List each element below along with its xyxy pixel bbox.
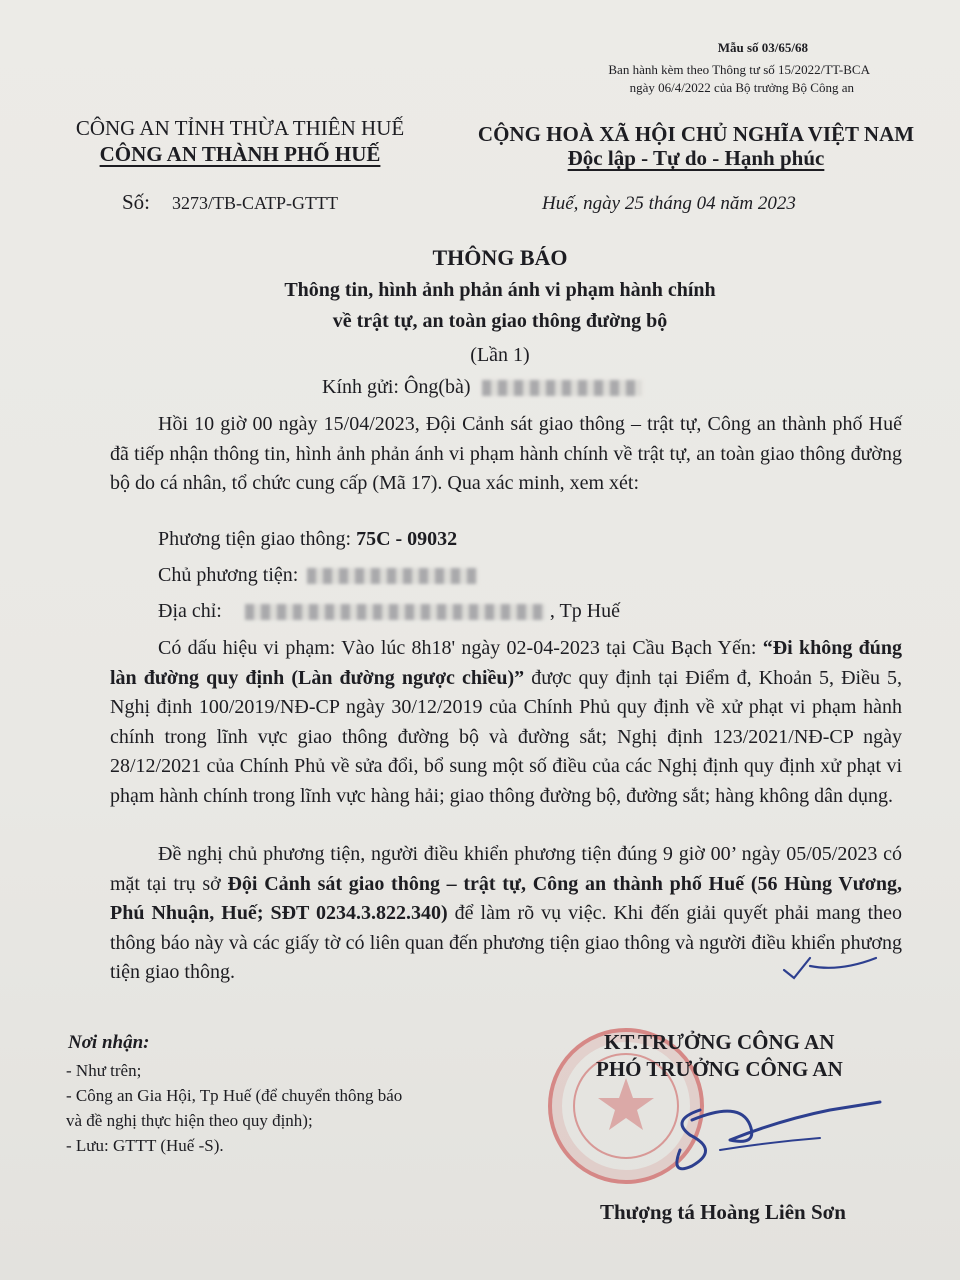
owner-line (158, 564, 477, 587)
sign-line-2: PHÓ TRƯỞNG CÔNG AN (596, 1057, 843, 1081)
redacted-owner-name (307, 568, 477, 584)
form-reference-line-1: Ban hành kèm theo Thông tư số 15/2022/TT-BCA (608, 62, 870, 77)
vehicle-label: Phương tiện giao thông: (158, 528, 352, 550)
recipients-title: Nơi nhận: (68, 1032, 150, 1053)
sign-line-1: KT.TRƯỞNG CÔNG AN (604, 1030, 835, 1054)
recipient-label: Kính gửi: Ông(bà) (322, 376, 471, 398)
subtitle-line-2: về trật tự, an toàn giao thông đường bộ (332, 310, 668, 332)
nation-title: CỘNG HOÀ XÃ HỘI CHỦ NGHĨA VIỆT NAM (477, 122, 915, 146)
owner-label: Chủ phương tiện: (158, 564, 299, 586)
address-label: Địa chỉ: (158, 600, 222, 622)
request-tail: để làm rõ vụ việc. Khi đến giải quyết phải mang theo thông báo này và các giấy tờ có liên quan đến phương tiện giao thông và người điều khiển phương tiện giao thông. (110, 902, 903, 984)
document-title: THÔNG BÁO (432, 245, 568, 270)
recipient-2-continued: và đề nghị thực hiện theo quy định); (66, 1111, 313, 1130)
request-place: Đội Cảnh sát giao thông – trật tự, Công an thành phố Huế (56 Hùng Vương, Phú Nhuận, Huế; SĐT 0234.3.822.340) (110, 872, 903, 925)
address-line (158, 600, 620, 623)
form-reference-line-2: ngày 06/4/2022 của Bộ trưởng Bộ Công an (629, 80, 854, 95)
vehicle-line (158, 528, 457, 551)
place-date: Huế, ngày 25 tháng 04 năm 2023 (542, 193, 796, 214)
nation-motto: Độc lập - Tự do - Hạnh phúc (567, 146, 825, 170)
violation-paragraph (110, 634, 902, 812)
agency-parent: CÔNG AN TỈNH THỪA THIÊN HUẾ (75, 116, 405, 140)
recipient-2: - Công an Gia Hội, Tp Huế (để chuyển thông báo (66, 1086, 403, 1105)
recipient-1: - Như trên; (66, 1061, 142, 1080)
document-number: 3273/TB-CATP-GTTT (172, 193, 338, 213)
violation-lead: Có dấu hiệu vi phạm: Vào lúc 8h18' ngày 02-04-2023 tại Cầu Bạch Yến: (158, 637, 757, 659)
request-lead: Đề nghị chủ phương tiện, người điều khiển phương tiện đúng 9 giờ 00’ ngày 05/05/2023 có mặt tại trụ sở (110, 843, 902, 895)
redacted-recipient-name (482, 380, 642, 396)
redacted-address (245, 604, 545, 620)
notice-times: (Lần 1) (470, 344, 530, 366)
agency-name: CÔNG AN THÀNH PHỐ HUẾ (99, 142, 381, 166)
number-label: Số: (122, 190, 151, 214)
signer-name: Thượng tá Hoàng Liên Sơn (600, 1200, 846, 1224)
violation-name: “Đi không đúng làn đường quy định (Làn đường ngược chiều)” (110, 637, 902, 689)
handwritten-signature (630, 1080, 890, 1180)
subtitle-line-1: Thông tin, hình ảnh phản ánh vi phạm hành chính (284, 279, 716, 301)
violation-legal-basis: được quy định tại Điểm đ, Khoản 5, Điều 5, Nghị định 100/2019/NĐ-CP ngày 30/12/2019 của Chính Phủ quy định về xử phạt vi phạm hành chính trong lĩnh vực giao thông đường bộ và đường sắt; Nghị định 123/2021/NĐ-CP ngày 28/12/2021 của Chính Phủ về sửa đổi, bổ sung một số điều của các Nghị định quy định xử phạt vi phạm hành chính trong lĩnh vực hàng hải; giao thông đường bộ, đường sắt; hàng không dân dụng. (110, 666, 903, 807)
check-mark-scribble (780, 948, 880, 988)
recipient-line (322, 376, 642, 399)
recipient-3: - Lưu: GTTT (Huế -S). (66, 1136, 224, 1155)
form-number: Mẫu số 03/65/68 (717, 40, 808, 55)
intro-paragraph: Hồi 10 giờ 00 ngày 15/04/2023, Đội Cảnh sát giao thông – trật tự, Công an thành phố Huế đã tiếp nhận thông tin, hình ảnh phản ánh vi phạm hành chính về trật tự, an toàn giao thông đường bộ do cá nhân, tổ chức cung cấp (Mã 17). Qua xác minh, xem xét: (110, 413, 902, 495)
vehicle-plate: 75C - 09032 (356, 528, 458, 550)
address-tail: , Tp Huế (549, 600, 621, 622)
